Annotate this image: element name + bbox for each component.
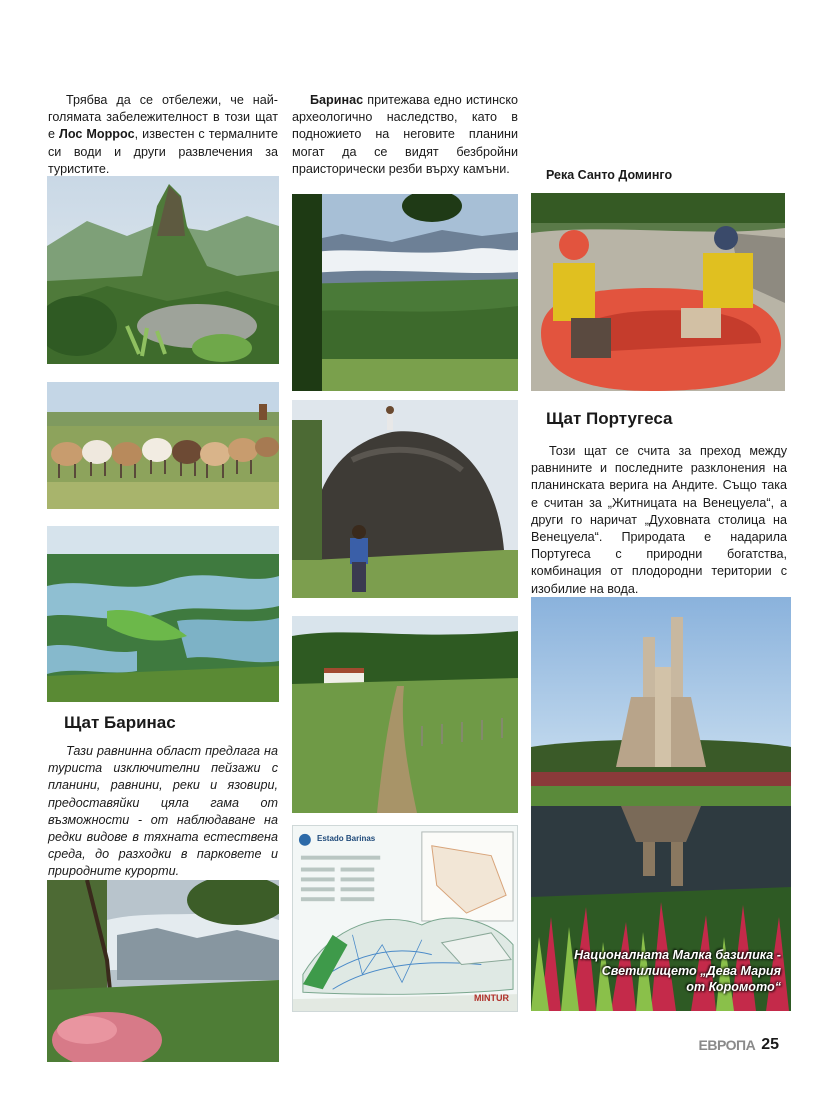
caption-santo-domingo-river: Река Санто Доминго [546, 168, 673, 182]
photo-barinas-map [292, 825, 518, 1012]
barinas-archaeology-text [292, 92, 518, 178]
photo-rural-path [292, 616, 518, 813]
photo-andes-clouds [292, 194, 518, 391]
archaeology-text-post: притежава едно истинско археологично наследство, като в подножието на неговите планини могат да се видят безбройни праисторически резби върху камъни. [292, 93, 518, 176]
photo-petroglyph-rock [292, 400, 518, 598]
photo-basilica-coromoto [531, 597, 791, 1011]
photo-cattle-herd [47, 382, 279, 509]
page-footer [699, 1036, 779, 1054]
intro-text-post: , известен с термалните си води и други развлечения за туристите. [48, 127, 278, 176]
basilica-caption-line-3: от Коромото“ [686, 980, 781, 994]
photo-los-morros [47, 176, 279, 364]
intro-los-morros-text [48, 92, 278, 178]
basilica-caption [541, 947, 781, 995]
magazine-logo: ЕВРОПА [698, 1037, 756, 1053]
intro-text-pre: Трябва да се отбележи, че най-голямата забележителност в този щат е [48, 93, 278, 142]
photo-lagoon-aerial [47, 526, 279, 702]
map-title: Estado Barinas [317, 834, 376, 843]
page-number: 25 [761, 1036, 779, 1053]
basilica-caption-line-2: Светилището „Дева Мария [601, 964, 781, 978]
portuguesa-description [531, 443, 787, 598]
los-morros-bold: Лос Морроc [59, 127, 135, 142]
barinas-bold: Баринас [310, 93, 364, 107]
heading-state-barinas: Щат Баринас [64, 713, 176, 732]
photo-rafting [531, 193, 785, 391]
portuguesa-description-text: Този щат се счита за преход между равнините и последните разклонения на планинската верига на Андите. Също така е считан за „Житницата на Венецуела“, а други го наричат „Духовната столица на Венецуела“. Природата е надарила Португеса с природни богатства, комбинация от плодородни територии с изобилие на вода. [531, 444, 787, 596]
photo-forest-view [47, 880, 279, 1062]
heading-state-portuguesa: Щат Португеса [546, 409, 673, 428]
basilica-caption-line-1: Националната Малка базилика - [574, 948, 781, 962]
barinas-description [48, 743, 278, 881]
barinas-description-text: Тази равнинна област предлага на туриста изключителни пейзажи с планини, равнини, реки и язовири, предоставяйки цяла гама от възможности - от наблюдаване на редки видове в тяхната естествена среда, до разходки в парковете и природните курорти. [48, 744, 278, 879]
mintur-logo: MINTUR [474, 993, 509, 1003]
